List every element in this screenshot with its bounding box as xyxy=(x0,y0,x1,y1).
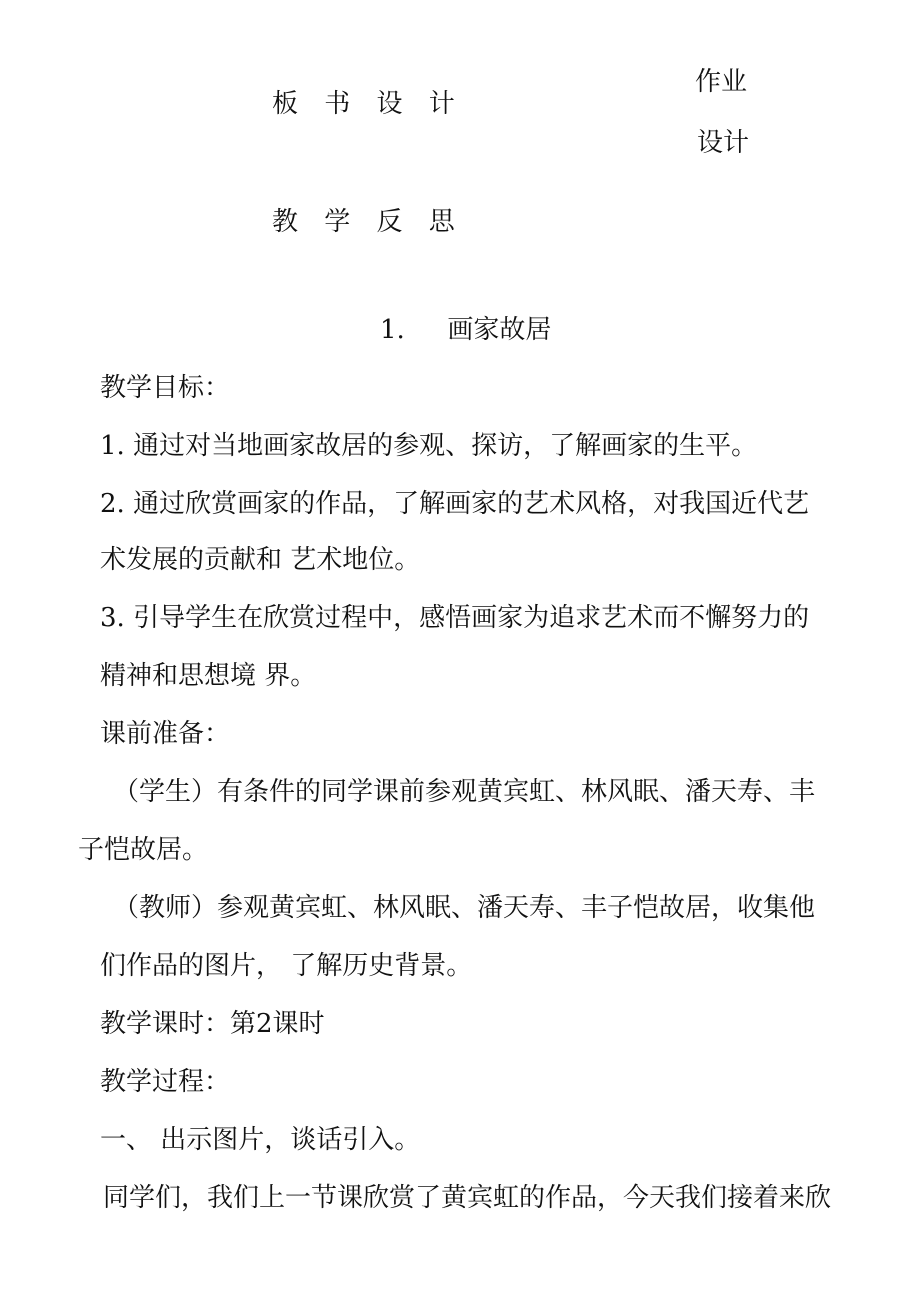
preparation-student-line1: （学生）有条件的同学课前参观黄宾虹、林风眠、潘天寿、丰 xyxy=(113,777,816,807)
objective-item-1: 1. 通过对当地画家故居的参观、探访，了解画家的生平。 xyxy=(100,431,758,461)
process-paragraph-line1: 同学们，我们上一节课欣赏了黄宾虹的作品，今天我们接着来欣 xyxy=(103,1183,832,1213)
preparation-teacher-line1: （教师）参观黄宾虹、林风眠、潘天寿、丰子恺故居，收集他 xyxy=(113,893,816,923)
lesson-title-text: 画家故居 xyxy=(447,315,552,345)
objective-item-3-line2: 精神和思想境 界。 xyxy=(100,661,317,691)
objective-item-2-line2: 术发展的贡献和 艺术地位。 xyxy=(100,545,421,575)
homework-label-line2: 设计 xyxy=(697,128,750,158)
process-heading: 教学过程： xyxy=(100,1067,231,1097)
objective-item-2-line1: 2. 通过欣赏画家的作品，了解画家的艺术风格，对我国近代艺 xyxy=(100,489,810,519)
objective-item-3-line1: 3. 引导学生在欣赏过程中，感悟画家为追求艺术而不懈努力的 xyxy=(100,603,810,633)
preparation-teacher-line2: 们作品的图片， 了解历史背景。 xyxy=(100,951,473,981)
homework-label-line1: 作业 xyxy=(695,67,748,97)
preparation-heading: 课前准备： xyxy=(100,719,231,749)
board-design-label: 板 书 设 计 xyxy=(272,89,464,119)
lesson-number: 1. xyxy=(380,315,405,345)
objectives-heading: 教学目标： xyxy=(100,373,231,403)
reflection-label: 教 学 反 思 xyxy=(272,207,464,237)
teaching-hours: 教学课时：第2课时 xyxy=(100,1009,325,1039)
preparation-student-line2: 子恺故居。 xyxy=(78,835,209,865)
lesson-title xyxy=(380,314,551,346)
process-step-1: 一、 出示图片，谈话引入。 xyxy=(100,1125,421,1155)
